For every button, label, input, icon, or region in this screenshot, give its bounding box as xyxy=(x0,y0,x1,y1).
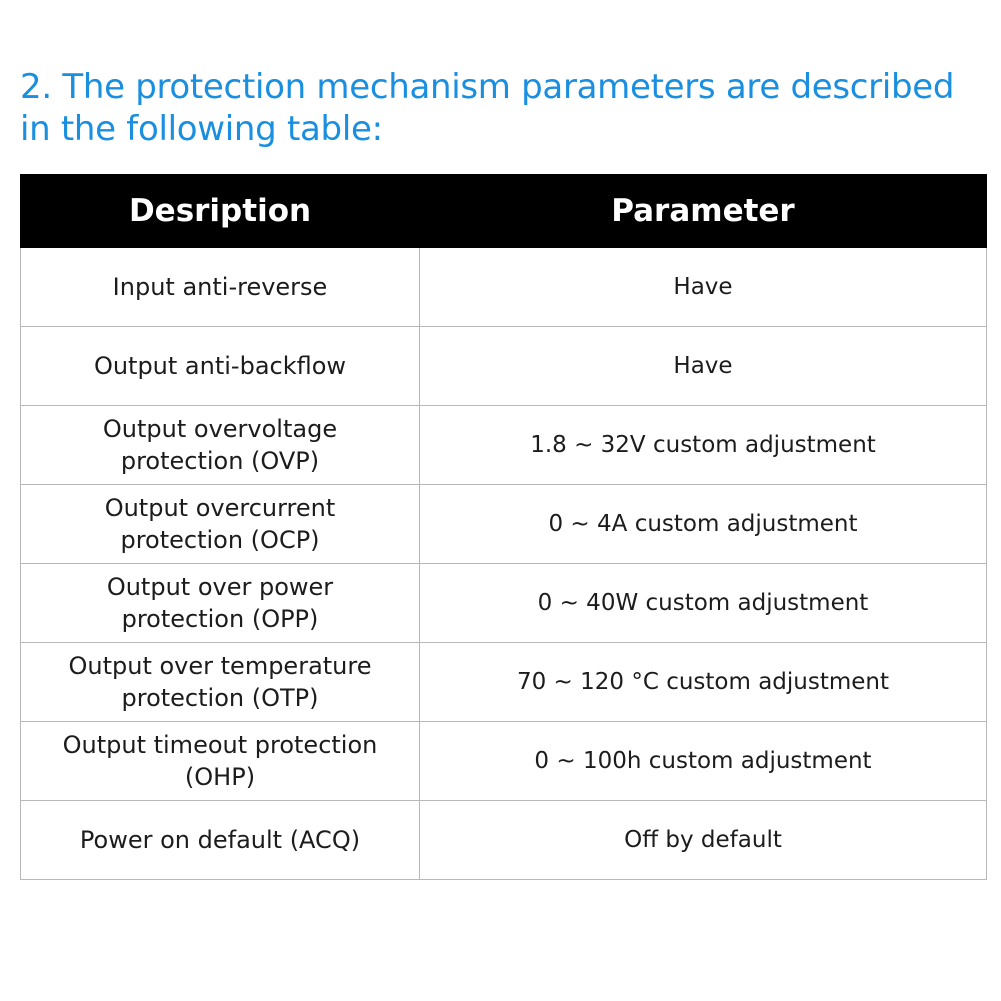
description-cell xyxy=(21,248,420,327)
description-text: Output over temperature protection (OTP) xyxy=(68,652,372,712)
table-row xyxy=(21,406,987,485)
parameter-cell: 0 ~ 4A custom adjustment xyxy=(420,485,987,564)
parameter-cell: 0 ~ 100h custom adjustment xyxy=(420,722,987,801)
parameter-cell: Off by default xyxy=(420,801,987,880)
table-row xyxy=(21,801,987,880)
description-cell xyxy=(21,564,420,643)
description-text: Input anti-reverse xyxy=(112,273,328,301)
parameter-cell: 0 ~ 40W custom adjustment xyxy=(420,564,987,643)
protection-parameters-table xyxy=(20,174,987,880)
description-cell xyxy=(21,643,420,722)
description-cell xyxy=(21,406,420,485)
table-row xyxy=(21,643,987,722)
section-heading: 2. The protection mechanism parameters are described in the following table: xyxy=(20,67,955,149)
column-header-description: Desription xyxy=(21,175,420,248)
table-row xyxy=(21,722,987,801)
description-cell xyxy=(21,327,420,406)
description-text: Output overcurrent protection (OCP) xyxy=(104,494,336,554)
description-text: Output overvoltage protection (OVP) xyxy=(102,415,338,475)
description-cell xyxy=(21,722,420,801)
description-text: Output timeout protection (OHP) xyxy=(62,731,378,791)
table-row xyxy=(21,485,987,564)
description-text: Power on default (ACQ) xyxy=(79,826,361,854)
description-text: Output anti-backflow xyxy=(93,352,347,380)
table-row xyxy=(21,248,987,327)
parameter-cell: 70 ~ 120 °C custom adjustment xyxy=(420,643,987,722)
column-header-parameter: Parameter xyxy=(420,175,987,248)
parameter-cell: 1.8 ~ 32V custom adjustment xyxy=(420,406,987,485)
description-cell xyxy=(21,485,420,564)
table-header-row xyxy=(21,175,987,248)
table-row xyxy=(21,564,987,643)
table-row xyxy=(21,327,987,406)
parameter-cell: Have xyxy=(420,248,987,327)
description-cell xyxy=(21,801,420,880)
description-text: Output over power protection (OPP) xyxy=(106,573,334,633)
parameter-cell: Have xyxy=(420,327,987,406)
